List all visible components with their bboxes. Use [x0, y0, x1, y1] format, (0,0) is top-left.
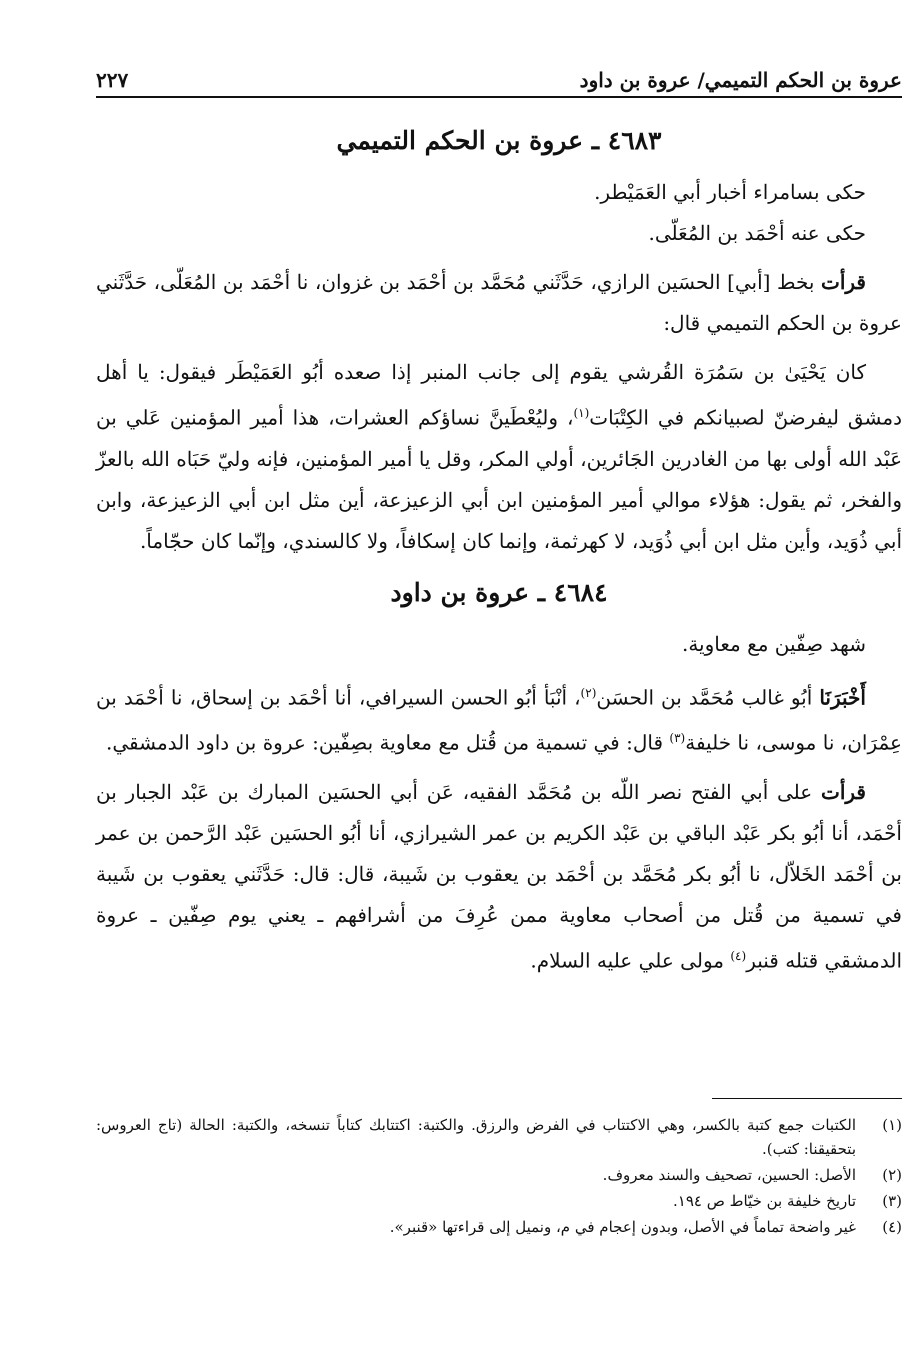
footnote: [96, 1163, 902, 1187]
entry-heading: ٤٦٨٤ ـ عروة بن داود: [390, 577, 608, 607]
entry-4684: [96, 570, 902, 982]
narration-paragraph: [96, 262, 902, 344]
paragraph-text: بخط [أبي] الحسَين الرازي، حَدَّثَني مُحَمَّد بن أحْمَد بن غزوان، نا أحْمَد بن المُعَلّى، حَدَّثَني عروة بن الحكم التميمي قال:: [96, 270, 902, 335]
entry-4683: [96, 118, 902, 562]
entry-line: شهد صِفّين مع معاوية.: [681, 631, 866, 656]
page-number: ٢٢٧: [96, 68, 129, 92]
running-header: [96, 52, 902, 98]
footnote-number: (٣): [882, 1192, 902, 1210]
narration-paragraph: [96, 673, 902, 764]
paragraph-lead-word: قرأت: [821, 270, 866, 294]
paragraph-text: كان يَحْيَىٰ بن سَمُرَة القُرشي يقوم إلى جانب المنبر إذا صعده أبُو العَمَيْطَر فيقول: يا أهل دمشق ليفرضنّ لصبيانكم في الكِتْبَات: [96, 360, 903, 430]
narration-paragraph: [96, 352, 902, 562]
narration-paragraph: [96, 772, 902, 982]
paragraph-lead-word: قرأت: [821, 779, 866, 804]
paragraph-lead-word: أَخْبَرَنَا: [819, 685, 866, 710]
entry-line: حكى بسامراء أخبار أبي العَمَيْطر.: [594, 180, 866, 204]
paragraph-text: قال: في تسمية من قُتل مع معاوية بصِفّين: عروة بن داود الدمشقي.: [105, 730, 670, 755]
paragraph-text: أبُو غالب مُحَمَّد بن الحسَن: [596, 685, 820, 710]
footnote-text: غير واضحة تماماً في الأصل، وبدون إعجام في م، ونميل إلى قراءتها «قنبر».: [389, 1218, 856, 1236]
paragraph-text: على أبي الفتح نصر اللّه بن مُحَمَّد الفقيه، عَن أبي الحسَين المبارك بن عَبْد الجبار بن أحْمَد، أنا أبُو بكر عَبْد الباقي بن عَبْد الكريم بن عمر الشيرازي، أنا أبُو الحسَين عَبْد الرَّحمن بن عمر بن أحْمَد الخَلاّل، نا أبُو بكر مُحَمَّد بن أحْمَد بن يعقوب بن شَيبة، قال: قال: حَدَّثَني يعقوب بن شَيبة في تسمية من قُتل من أصحاب معاوية ممن عُرِفَ من أشرافهم ـ يعني يوم صِفّين ـ عروة الدمشقي قتله قنبر: [96, 779, 902, 973]
footnote-text: تاريخ خليفة بن خيّاط ص ١٩٤.: [672, 1192, 856, 1210]
footnotes: [96, 1098, 902, 1241]
running-title: عروة بن الحكم التميمي/ عروة بن داود: [579, 68, 902, 92]
footnote-text: الأصل: الحسين، تصحيف والسند معروف.: [602, 1166, 856, 1184]
footnote-marker: (٤): [730, 948, 747, 963]
entry-heading: ٤٦٨٣ ـ عروة بن الحكم التميمي: [336, 126, 662, 155]
paragraph-text: ، وليُعْطَينَّ نساؤكم العشرات، هذا أمير المؤمنين عَلي بن عَبْد الله أولى بها من الغادرين الجَائرين، أولي المكر، وقل يا أمير المؤمنين، فإنه وليّ حَبَاه الله بالعزّ والفخر، ثم يقول: هؤلاء موالي أمير المؤمنين ابن أبي الزعيزعة، أين مثل ابن أبي الزعيزعة، وابن أبي ذُوَيد، وأين مثل ابن أبي ذُوَيد، لا كهرثمة، وإنما كان إسكافاً، ولا كالسندي، وإنّما كان حجّاماً.: [96, 405, 902, 553]
footnote-divider: [712, 1098, 902, 1099]
footnote: [96, 1189, 902, 1213]
paragraph-text: ، أنْبَأ أبُو الحسن السيرافي، أنا أحْمَد بن إسحاق، نا أحْمَد بن عِمْرَان، نا موسى، نا خليفة: [96, 685, 902, 755]
footnote-marker: (١): [573, 406, 590, 420]
entry-line: حكى عنه أحْمَد بن المُعَلّى.: [648, 221, 866, 245]
paragraph-text: مولى علي عليه السلام.: [530, 948, 731, 973]
footnote-marker: (٣): [669, 731, 686, 746]
footnote: [96, 1113, 902, 1161]
footnote: [96, 1215, 902, 1239]
main-text: [96, 118, 902, 990]
footnote-marker: (٢): [580, 685, 597, 700]
footnote-number: (٢): [882, 1166, 902, 1184]
footnote-text: الكتبات جمع كتبة بالكسر، وهي الاكتتاب في الفرض والرزق. والكتبة: اكتتابك كتاباً تنسخه، والكتبة: الحالة (تاج العروس: بتحقيقنا: كتب).: [96, 1116, 856, 1158]
footnote-number: (١): [882, 1116, 902, 1134]
footnote-number: (٤): [882, 1218, 902, 1236]
